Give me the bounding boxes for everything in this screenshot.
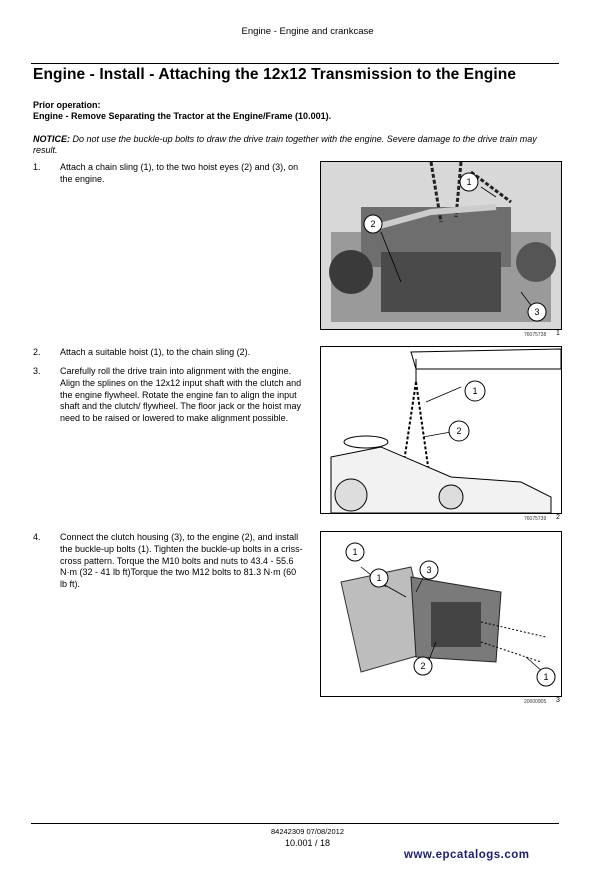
footer-doc-info: 84242309 07/08/2012 <box>271 827 344 836</box>
step-1 <box>33 162 303 186</box>
step-4 <box>33 532 303 591</box>
page-title: Engine - Install - Attaching the 12x12 Transmission to the Engine <box>33 66 517 83</box>
figure-2-hoist-drawing <box>320 346 562 514</box>
callout: 3 <box>534 307 540 317</box>
callout: 2 <box>370 219 376 229</box>
notice <box>33 134 563 156</box>
figure-2-illustration <box>321 347 561 513</box>
callout: 2 <box>420 661 426 671</box>
page-number: 10.001 / 18 <box>284 838 331 848</box>
figure-3-illustration <box>321 532 561 696</box>
figure-id: 76075738 <box>524 332 547 338</box>
step-text: Carefully roll the drive train into alignment with the engine. Align the splines on the 12x12 input shaft with the clutch and the engine flywheel. Rotate the engine fan to align the input shaft and the clutch/ flywheel. The floor jack or the hoist may need to be raised or lowered to make alignment possible. <box>60 366 302 424</box>
notice-text: Do not use the buckle-up bolts to draw the drive train together with the engine. Severe damage to the drive train may result. <box>33 134 537 155</box>
figure-id: 20000905 <box>524 699 547 705</box>
figure-id: 76075739 <box>524 516 547 522</box>
callout: 1 <box>376 573 382 583</box>
step-text: Attach a suitable hoist (1), to the chain sling (2). <box>60 347 251 357</box>
notice-label: NOTICE: <box>33 134 70 144</box>
prior-operation <box>33 100 331 122</box>
step-text: Attach a chain sling (1), to the two hoist eyes (2) and (3), on the engine. <box>60 162 299 184</box>
step-number: 1. <box>33 162 41 172</box>
step-number: 3. <box>33 366 41 376</box>
callout: 1 <box>466 177 472 187</box>
step-3 <box>33 366 303 425</box>
step-number: 4. <box>33 532 41 542</box>
step-text: Connect the clutch housing (3), to the engine (2), and install the buckle-up bolts (1). Tighten the buckle-up bolts in a criss-cross pattern. Torque the M10 bolts and nuts to 43.4 - 55.6 N·m (32 - 41 lb ft)Torque the two M12 bolts to 81.3 N·m (60 lb ft). <box>60 532 303 590</box>
top-rule <box>31 63 559 64</box>
figure-1-illustration <box>321 162 561 329</box>
figure-1-chain-sling-photo <box>320 161 562 330</box>
section-header: Engine - Engine and crankcase <box>241 26 374 37</box>
prior-operation-label: Prior operation: <box>33 100 101 110</box>
figure-number: 1 <box>556 330 560 337</box>
callout: 1 <box>352 547 358 557</box>
prior-operation-link[interactable]: Engine - Remove Separating the Tractor at the Engine/Frame (10.001). <box>33 111 332 121</box>
step-2 <box>33 347 303 359</box>
figure-3-clutch-housing-drawing <box>320 531 562 697</box>
watermark: www.epcatalogs.com <box>404 849 530 861</box>
step-number: 2. <box>33 347 41 357</box>
callout: 1 <box>472 386 478 396</box>
bottom-rule <box>31 823 559 824</box>
callout: 3 <box>426 565 432 575</box>
callout: 2 <box>456 426 462 436</box>
callout: 1 <box>543 672 549 682</box>
figure-number: 3 <box>556 697 560 704</box>
figure-number: 2 <box>556 514 560 521</box>
